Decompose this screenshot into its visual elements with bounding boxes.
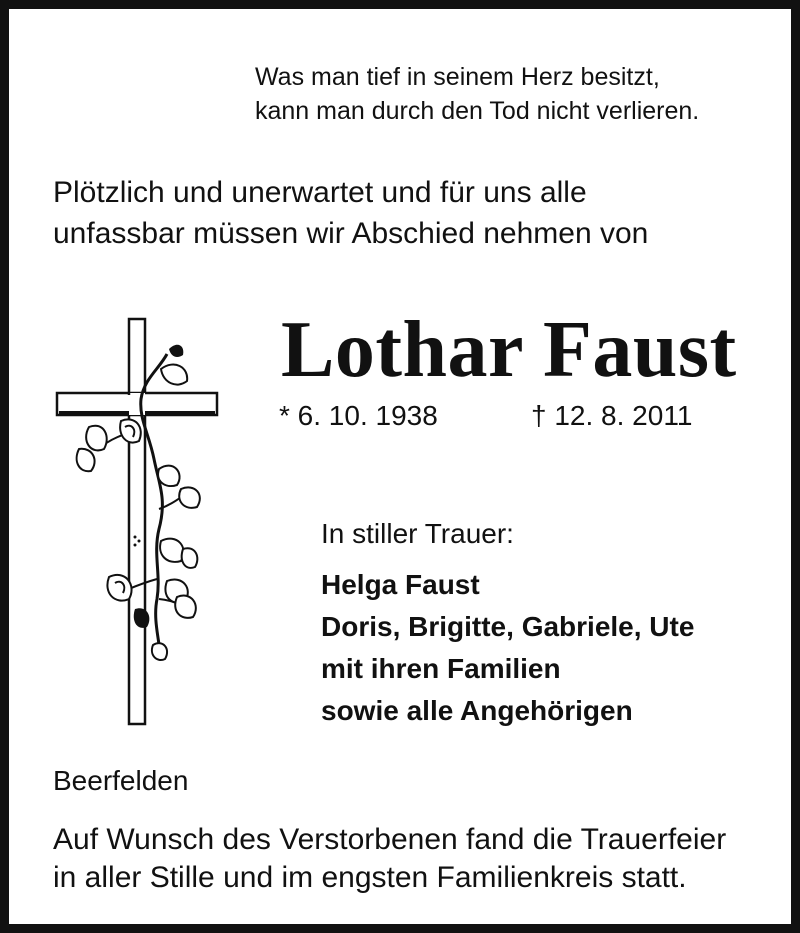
- place-name: Beerfelden: [53, 765, 189, 796]
- mourner-line: Helga Faust: [321, 569, 480, 600]
- cross-with-roses-icon: [49, 309, 224, 729]
- mourner-line: mit ihren Familien: [321, 653, 561, 684]
- intro-line-2: unfassbar müssen wir Abschied nehmen von: [53, 217, 649, 250]
- birth-date: * 6. 10. 1938: [279, 400, 438, 431]
- intro-line-1: Plötzlich und unerwartet und für uns alle: [53, 176, 587, 209]
- note-line-2: in aller Stille und im engsten Familienkreis statt.: [53, 861, 687, 894]
- death-date: † 12. 8. 2011: [531, 400, 693, 431]
- deceased-name: Lothar Faust: [281, 306, 737, 394]
- mourner-line: Doris, Brigitte, Gabriele, Ute: [321, 611, 695, 642]
- quote-line-1: Was man tief in seinem Herz besitzt,: [255, 63, 660, 91]
- mourner-line: sowie alle Angehörigen: [321, 695, 633, 726]
- quote-line-2: kann man durch den Tod nicht verlieren.: [255, 97, 700, 125]
- note-line-1: Auf Wunsch des Verstorbenen fand die Trauerfeier: [53, 823, 727, 856]
- mourners-label: In stiller Trauer:: [321, 518, 514, 549]
